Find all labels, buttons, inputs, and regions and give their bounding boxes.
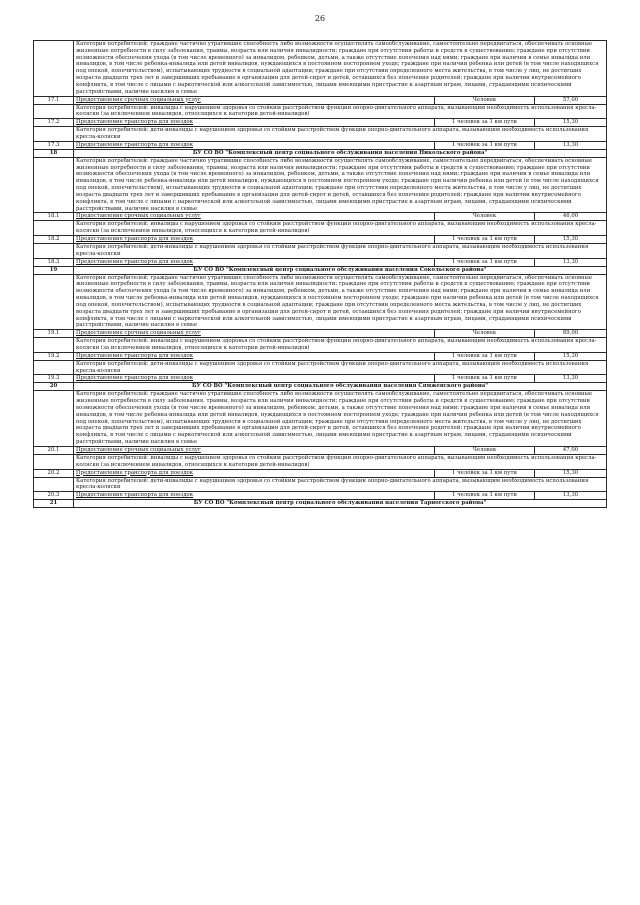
category-number-cell <box>34 274 74 330</box>
service-row <box>34 352 607 360</box>
category-number-cell <box>34 360 74 375</box>
category-text: Категория потребителей: инвалиды с нарушением здоровья со стойким расстройством функции опорно-двигательного аппарата, вызывающим необходимость использования кресла-коляски (за исключением инвалидов, относящихся к категории детей-инвалидов) <box>74 338 607 353</box>
category-row <box>34 41 607 97</box>
service-name-text: Предоставление транспорта для поездок <box>76 492 194 499</box>
service-price: 46,00 <box>535 213 607 221</box>
service-name <box>74 446 435 454</box>
service-name <box>74 469 435 477</box>
service-row <box>34 236 607 244</box>
service-unit: 1 человек за 1 км пути <box>435 119 535 127</box>
service-number: 20.2 <box>34 469 74 477</box>
category-number-cell <box>34 454 74 469</box>
service-unit: 1 человек за 1 км пути <box>435 258 535 266</box>
service-unit: Человек <box>435 330 535 338</box>
service-row <box>34 469 607 477</box>
category-text: Категория потребителей: граждане частично утратившие способность либо возможности осуществлять самообслуживание, самостоятельно передвигаться, обеспечивать основные жизненные потребности в силу заболевания, травмы, возраста или наличия инвалидности; граждане при отсутствии работы и средств к существованию; граждане при отсутствии возможности обеспечения ухода (в том числе временного) за инвалидом, ребенком, детьми, а также отсутствие попечения над ними; граждане при наличии в семье инвалида или инвалидов, в том числе ребенка-инвалида или детей инвалидов, нуждающихся в постоянном постороннем уходе; граждане при наличии ребенка или детей (в том числе находящихся под опекой, попечительством), испытывающих трудности в социальной адаптации; граждане при отсутствии определенного места жительства, в том числе у лиц, не достигших возраста двадцати трех лет и завершивших пребывание в организации для детей-сирот и детей, оставшихся без попечения родителей; граждане при наличии внутрисемейного конфликта, в том числе с лицами с наркотической или алкогольной зависимостью, лицами имеющими пристрастие к азартным играм, лицами, страдающими психическими расстройствами, наличие насилия в семье <box>74 41 607 97</box>
service-name <box>74 141 435 149</box>
category-text: Категория потребителей: инвалиды с нарушением здоровья со стойким расстройством функции опорно-двигательного аппарата, вызывающим необходимость использования кресла-коляски (за исключением инвалидов, относящихся к категории детей-инвалидов) <box>74 104 607 119</box>
category-text: Категория потребителей: дети-инвалиды с нарушением здоровья со стойким расстройством функции опорно-двигательного аппарата, вызывающим необходимость использования кресла-коляски <box>74 244 607 259</box>
service-name-text: Предоставление транспорта для поездок <box>76 469 194 476</box>
service-unit: 1 человек за 1 км пути <box>435 469 535 477</box>
category-row <box>34 244 607 259</box>
service-number: 20.3 <box>34 492 74 500</box>
service-name-text: Предоставление транспорта для поездок <box>76 352 194 359</box>
organization-name: БУ СО ВО "Комплексный центр социального обслуживания населения Сокольского района" <box>74 266 607 274</box>
organization-row <box>34 149 607 157</box>
service-price: 15,30 <box>535 352 607 360</box>
service-name-text: Предоставление транспорта для поездок <box>76 258 194 265</box>
service-unit: 1 человек за 1 км пути <box>435 236 535 244</box>
service-name-text: Предоставление транспорта для поездок <box>76 119 194 126</box>
service-number: 17.1 <box>34 96 74 104</box>
service-unit: 1 человек за 1 км пути <box>435 492 535 500</box>
service-name-text: Предоставление срочных социальных услуг <box>76 96 201 103</box>
category-row <box>34 454 607 469</box>
org-number: 21 <box>34 500 74 508</box>
service-row <box>34 330 607 338</box>
service-name <box>74 492 435 500</box>
service-unit: 1 человек за 1 км пути <box>435 141 535 149</box>
category-row <box>34 360 607 375</box>
service-number: 17.2 <box>34 119 74 127</box>
category-number-cell <box>34 104 74 119</box>
service-number: 18.3 <box>34 258 74 266</box>
category-text: Категория потребителей: инвалиды с нарушением здоровья со стойким расстройством функции опорно-двигательного аппарата, вызывающим необходимость использования кресла-коляски (за исключением инвалидов, относящихся к категории детей-инвалидов) <box>74 454 607 469</box>
service-unit: Человек <box>435 96 535 104</box>
service-name-text: Предоставление транспорта для поездок <box>76 375 194 382</box>
service-row <box>34 96 607 104</box>
service-row <box>34 213 607 221</box>
service-number: 20.1 <box>34 446 74 454</box>
service-name <box>74 330 435 338</box>
tariff-table <box>33 40 607 508</box>
service-name <box>74 352 435 360</box>
service-price: 13,30 <box>535 258 607 266</box>
tariff-table-body <box>34 41 607 508</box>
service-price: 89,00 <box>535 330 607 338</box>
service-name <box>74 375 435 383</box>
service-row <box>34 492 607 500</box>
category-number-cell <box>34 157 74 213</box>
service-unit: Человек <box>435 446 535 454</box>
service-number: 19.3 <box>34 375 74 383</box>
service-number: 18.2 <box>34 236 74 244</box>
category-number-cell <box>34 477 74 492</box>
category-row <box>34 391 607 447</box>
category-number-cell <box>34 338 74 353</box>
service-row <box>34 375 607 383</box>
service-name <box>74 119 435 127</box>
service-name <box>74 258 435 266</box>
service-price: 57,00 <box>535 96 607 104</box>
category-row <box>34 221 607 236</box>
category-row <box>34 157 607 213</box>
organization-name: БУ СО ВО "Комплексный центр социального обслуживания населения Сямженского района" <box>74 383 607 391</box>
category-text: Категория потребителей: дети-инвалиды с нарушением здоровья со стойким расстройством функции опорно-двигательного аппарата, вызывающим необходимость использования кресла-коляски <box>74 477 607 492</box>
service-name <box>74 96 435 104</box>
service-row <box>34 258 607 266</box>
category-number-cell <box>34 127 74 142</box>
category-number-cell <box>34 244 74 259</box>
category-text: Категория потребителей: инвалиды с нарушением здоровья со стойким расстройством функции опорно-двигательного аппарата, вызывающим необходимость использования кресла-коляски (за исключением инвалидов, относящихся к категории детей-инвалидов) <box>74 221 607 236</box>
service-number: 18.1 <box>34 213 74 221</box>
category-number-cell <box>34 221 74 236</box>
service-price: 15,30 <box>535 469 607 477</box>
page-number: 26 <box>314 14 326 23</box>
service-name-text: Предоставление срочных социальных услуг <box>76 446 201 453</box>
category-row <box>34 127 607 142</box>
service-price: 13,30 <box>535 492 607 500</box>
service-name-text: Предоставление срочных социальных услуг <box>76 330 201 337</box>
service-row <box>34 141 607 149</box>
service-name <box>74 236 435 244</box>
service-name-text: Предоставление срочных социальных услуг <box>76 213 201 220</box>
service-number: 17.3 <box>34 141 74 149</box>
service-price: 13,30 <box>535 141 607 149</box>
service-unit: Человек <box>435 213 535 221</box>
service-row <box>34 446 607 454</box>
category-text: Категория потребителей: дети-инвалиды с нарушением здоровья со стойким расстройством функции опорно-двигательного аппарата, вызывающим необходимость использования кресла-коляски <box>74 127 607 142</box>
service-price: 47,00 <box>535 446 607 454</box>
category-row <box>34 477 607 492</box>
category-text: Категория потребителей: граждане частично утратившие способность либо возможности осуществлять самообслуживание, самостоятельно передвигаться, обеспечивать основные жизненные потребности в силу заболевания, травмы, возраста или наличия инвалидности; граждане при отсутствии работы и средств к существованию; граждане при отсутствии возможности обеспечения ухода (в том числе временного) за инвалидом, ребенком, детьми, а также отсутствие попечения над ними; граждане при наличии в семье инвалида или инвалидов, в том числе ребенка-инвалида или детей инвалидов, нуждающихся в постоянном постороннем уходе; граждане при наличии ребенка или детей (в том числе находящихся под опекой, попечительством), испытывающих трудности в социальной адаптации; граждане при отсутствии определенного места жительства, в том числе у лиц, не достигших возраста двадцати трех лет и завершивших пребывание в организации для детей-сирот и детей, оставшихся без попечения родителей; граждане при наличии внутрисемейного конфликта, в том числе с лицами с наркотической или алкогольной зависимостью, лицами имеющими пристрастие к азартным играм, лицами, страдающими психическими расстройствами, наличие насилия в семье <box>74 157 607 213</box>
service-row <box>34 119 607 127</box>
org-number: 18 <box>34 149 74 157</box>
organization-row <box>34 383 607 391</box>
service-number: 19.2 <box>34 352 74 360</box>
category-text: Категория потребителей: граждане частично утратившие способность либо возможности осуществлять самообслуживание, самостоятельно передвигаться, обеспечивать основные жизненные потребности в силу заболевания, травмы, возраста или наличия инвалидности; граждане при отсутствии работы и средств к существованию; граждане при отсутствии возможности обеспечения ухода (в том числе временного) за инвалидом, ребенком, детьми, а также отсутствие попечения над ними; граждане при наличии в семье инвалида или инвалидов, в том числе ребенка-инвалида или детей инвалидов, нуждающихся в постоянном постороннем уходе; граждане при наличии ребенка или детей (в том числе находящихся под опекой, попечительством), испытывающих трудности в социальной адаптации; граждане при отсутствии определенного места жительства, в том числе у лиц, не достигших возраста двадцати трех лет и завершивших пребывание в организации для детей-сирот и детей, оставшихся без попечения родителей; граждане при наличии внутрисемейного конфликта, в том числе с лицами с наркотической или алкогольной зависимостью, лицами имеющими пристрастие к азартным играм, лицами, страдающими психическими расстройствами, наличие насилия в семье <box>74 274 607 330</box>
service-unit: 1 человек за 1 км пути <box>435 375 535 383</box>
service-price: 15,30 <box>535 236 607 244</box>
category-text: Категория потребителей: дети-инвалиды с нарушением здоровья со стойким расстройством функции опорно-двигательного аппарата, вызывающим необходимость использования кресла-коляски <box>74 360 607 375</box>
service-name-text: Предоставление транспорта для поездок <box>76 236 194 243</box>
service-unit: 1 человек за 1 км пути <box>435 352 535 360</box>
service-price: 15,30 <box>535 119 607 127</box>
category-text: Категория потребителей: граждане частично утратившие способность либо возможности осуществлять самообслуживание, самостоятельно передвигаться, обеспечивать основные жизненные потребности в силу заболевания, травмы, возраста или наличия инвалидности; граждане при отсутствии работы и средств к существованию; граждане при отсутствии возможности обеспечения ухода (в том числе временного) за инвалидом, ребенком, детьми, а также отсутствие попечения над ними; граждане при наличии в семье инвалида или инвалидов, в том числе ребенка-инвалида или детей инвалидов, нуждающихся в постоянном постороннем уходе; граждане при наличии ребенка или детей (в том числе находящихся под опекой, попечительством), испытывающих трудности в социальной адаптации; граждане при отсутствии определенного места жительства, в том числе у лиц, не достигших возраста двадцати трех лет и завершивших пребывание в организации для детей-сирот и детей, оставшихся без попечения родителей; граждане при наличии внутрисемейного конфликта, в том числе с лицами с наркотической или алкогольной зависимостью, лицами имеющими пристрастие к азартным играм, лицами, страдающими психическими расстройствами, наличие насилия в семье <box>74 391 607 447</box>
org-number: 19 <box>34 266 74 274</box>
organization-name: БУ СО ВО "Комплексный центр социального обслуживания населения Тарногского района" <box>74 500 607 508</box>
service-number: 19.1 <box>34 330 74 338</box>
category-number-cell <box>34 41 74 97</box>
category-number-cell <box>34 391 74 447</box>
service-name-text: Предоставление транспорта для поездок <box>76 141 194 148</box>
category-row <box>34 338 607 353</box>
category-row <box>34 274 607 330</box>
service-price: 13,30 <box>535 375 607 383</box>
org-number: 20 <box>34 383 74 391</box>
organization-row <box>34 500 607 508</box>
organization-name: БУ СО ВО "Комплексный центр социального обслуживания населения Никольского района" <box>74 149 607 157</box>
organization-row <box>34 266 607 274</box>
service-name <box>74 213 435 221</box>
category-row <box>34 104 607 119</box>
